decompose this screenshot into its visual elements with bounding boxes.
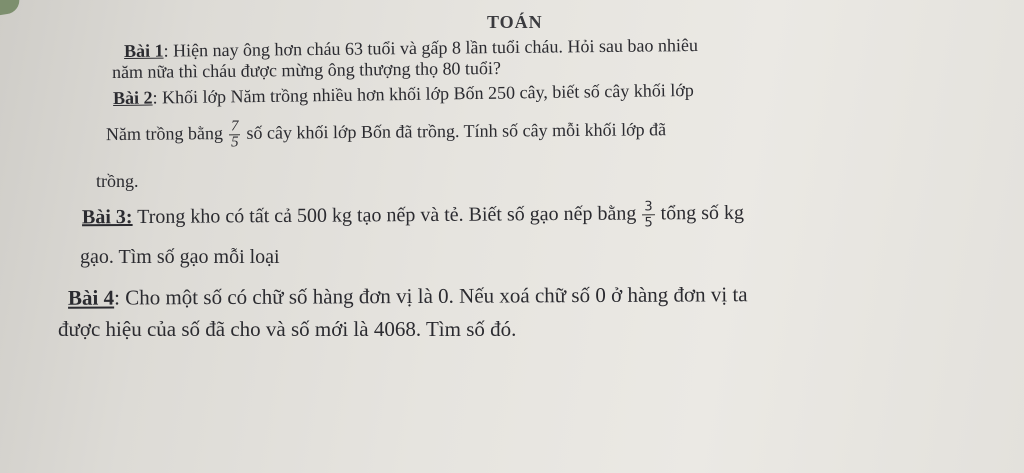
problem-2-fraction-denominator: 5 (230, 134, 239, 151)
problem-4-text-1: : Cho một số có chữ số hàng đơn vị là 0. Nếu xoá chữ số 0 ở hàng đơn vị ta (114, 282, 748, 310)
problem-2-line-2 (106, 116, 666, 152)
problem-2-text-2b: số cây khối lớp Bốn đã trồng. Tính số cây mỗi khối lớp đã (246, 119, 667, 143)
problem-2-text-2a: Năm trồng bằng (105, 123, 224, 145)
paper-corner-scrap (0, 0, 21, 16)
problem-4-label: Bài 4 (67, 285, 115, 310)
problem-1-line-2: năm nữa thì cháu được mừng ông thượng thọ 80 tuổi? (111, 57, 502, 83)
problem-3-fraction (642, 199, 654, 230)
problem-2-fraction (229, 119, 241, 150)
problem-2-line-1 (113, 80, 694, 109)
problem-3-line-2: gạo. Tìm số gạo mỗi loại (80, 246, 280, 268)
problem-3-text-1: Trong kho có tất cả 500 kg tạo nếp và tẻ. Biết số gạo nếp bằng (132, 202, 637, 229)
problem-3-fraction-denominator: 5 (644, 215, 653, 231)
page-title: TOÁN (487, 12, 543, 32)
problem-3-label: Bài 3: (81, 206, 133, 229)
problem-3-line-1 (82, 199, 744, 235)
problem-2-label: Bài 2 (112, 87, 153, 109)
problem-3-text-1b: tổng số kg (660, 201, 745, 225)
problem-4-line-2: được hiệu của số đã cho và số mới là 4068. Tìm số đó. (58, 317, 517, 341)
problem-1-text-1: : Hiện nay ông hơn cháu 63 tuổi và gấp 8 lần tuổi cháu. Hỏi sau bao nhiêu (163, 34, 699, 61)
problem-3-fraction-numerator: 3 (642, 199, 654, 215)
problem-1-label: Bài 1 (123, 40, 164, 62)
problem-2-line-3: trồng. (96, 171, 139, 191)
problem-4-line-1 (68, 282, 748, 311)
problem-2-text-1: : Khối lớp Năm trồng nhiều hơn khối lớp Bốn 250 cây, biết số cây khối lớp (152, 79, 694, 108)
problem-2-fraction-numerator: 7 (229, 119, 241, 135)
